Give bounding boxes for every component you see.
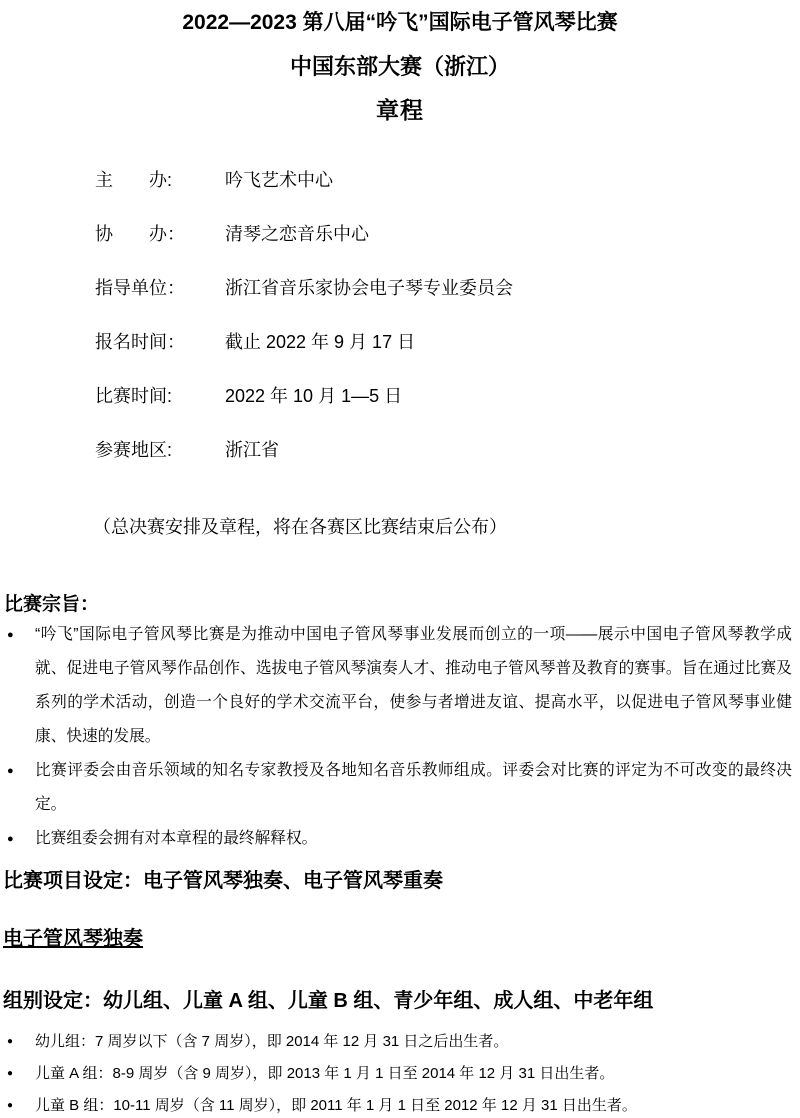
info-row-organizer: [95, 168, 513, 192]
guidance-unit-label: 指导单位：: [95, 278, 185, 298]
info-row-region: [95, 438, 513, 462]
purpose-list-item: [0, 754, 792, 822]
group-item-text: 儿童 A 组：8-9 周岁（含 9 周岁），即 2013 年 1 月 1 日至 2014 年 12 月 31 日出生者。: [35, 1065, 615, 1082]
bullet-icon: ●: [7, 629, 14, 641]
groups-heading: 组别设定：幼儿组、儿童 A 组、儿童 B 组、青少年组、成人组、中老年组: [3, 990, 654, 1012]
organizer-label: 主 办:: [95, 170, 173, 190]
info-table: [95, 168, 513, 492]
guidance-unit-value: 浙江省音乐家协会电子琴专业委员会: [225, 278, 513, 298]
finals-note: （总决赛安排及章程，将在各赛区比赛结束后公布）: [93, 517, 507, 537]
bullet-icon: ●: [7, 833, 14, 845]
info-row-coorganizer: [95, 222, 513, 246]
group-list-item: [0, 1090, 796, 1118]
purpose-item-text: “吟飞”国际电子管风琴比赛是为推动中国电子管风琴事业发展而创立的一项——展示中国电子管风琴教学成就、促进电子管风琴作品创作、选拔电子管风琴演奏人才、推动电子管风琴普及教育的赛事。旨在通过比赛及系列的学术活动，创造一个良好的学术交流平台，使参与者增进友谊、提高水平，以促进电子管风琴事业健康、快速的发展。: [35, 626, 792, 745]
coorganizer-label: 协 办：: [95, 224, 185, 244]
organizer-value: 吟飞艺术中心: [225, 170, 333, 190]
bullet-icon: ●: [7, 1036, 14, 1047]
region-label: 参赛地区:: [95, 440, 173, 460]
competition-time-label: 比赛时间:: [95, 386, 173, 406]
group-item-text: 儿童 B 组：10-11 周岁（含 11 周岁），即 2011 年 1 月 1 日至 2012 年 12 月 31 日出生者。: [35, 1097, 637, 1114]
bullet-icon: ●: [7, 1068, 14, 1079]
group-list-item: [0, 1058, 796, 1090]
info-row-guidance-unit: [95, 276, 513, 300]
purpose-item-text: 比赛评委会由音乐领域的知名专家教授及各地知名音乐教师组成。评委会对比赛的评定为不可改变的最终决定。: [35, 762, 792, 813]
groups-bullet-list: [0, 1026, 796, 1118]
solo-section-heading: 电子管风琴独奏: [3, 928, 143, 950]
purpose-bullet-list: [0, 618, 792, 856]
bullet-icon: ●: [7, 765, 14, 777]
group-item-text: 幼儿组：7 周岁以下（含 7 周岁），即 2014 年 12 月 31 日之后出生者。: [35, 1033, 509, 1050]
coorganizer-value: 清琴之恋音乐中心: [225, 224, 369, 244]
page-title-line-2: 中国东部大赛（浙江）: [289, 54, 510, 79]
page-title-line-1: 2022—2023 第八届“吟飞”国际电子管风琴比赛: [182, 11, 618, 34]
page-title-line-3: 章程: [376, 97, 424, 123]
purpose-list-item: [0, 618, 792, 754]
info-row-competition-time: [95, 384, 513, 408]
purpose-item-text: 比赛组委会拥有对本章程的最终解释权。: [35, 830, 318, 847]
competition-time-value: 2022 年 10 月 1—5 日: [225, 386, 403, 406]
events-heading: 比赛项目设定：电子管风琴独奏、电子管风琴重奏: [3, 870, 443, 892]
bullet-icon: ●: [7, 1100, 14, 1111]
registration-deadline-label: 报名时间：: [95, 332, 185, 352]
info-row-registration-deadline: [95, 330, 513, 354]
group-list-item: [0, 1026, 796, 1058]
region-value: 浙江省: [225, 440, 279, 460]
purpose-heading: 比赛宗旨：: [4, 594, 100, 615]
purpose-list-item: [0, 822, 792, 856]
registration-deadline-value: 截止 2022 年 9 月 17 日: [225, 332, 416, 352]
